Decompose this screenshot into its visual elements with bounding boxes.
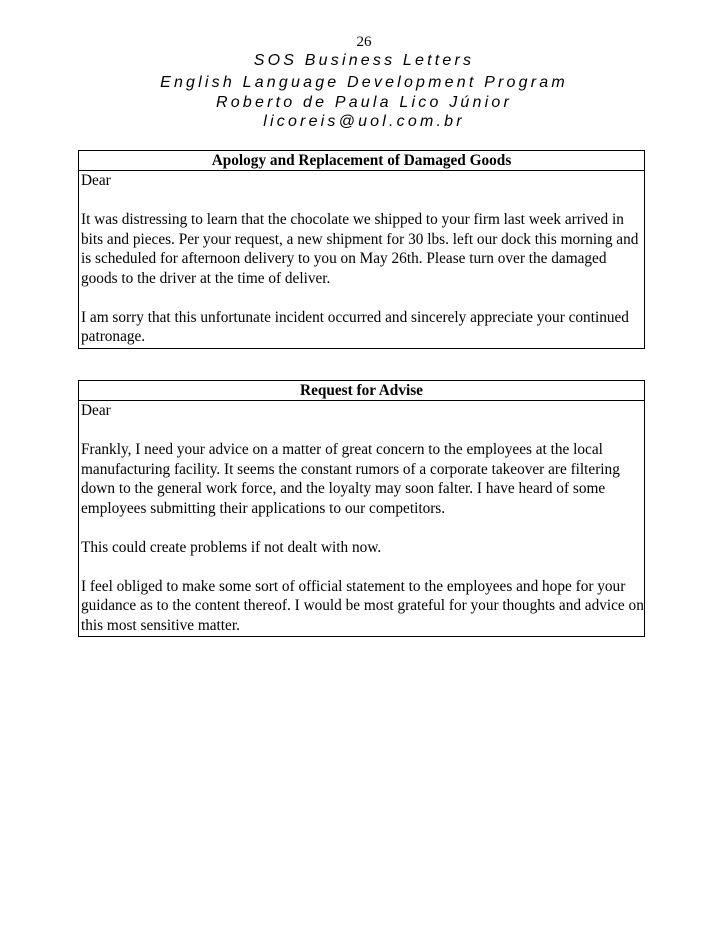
letter-salutation: Dear xyxy=(81,172,111,189)
letter-body xyxy=(79,401,644,636)
letter-paragraph: Frankly, I need your advice on a matter of great concern to the employees at the local manufacturing facility. It seems the constant rumors of a corporate takeover are filtering down to the general work force, and the loyalty may soon falter. I have heard of some employees submitting their applications to our competitors. xyxy=(81,441,620,517)
letter-paragraph: It was distressing to learn that the chocolate we shipped to your firm last week arrived in bits and pieces. Per your request, a new shipment for 30 lbs. left our dock this morning and is scheduled for afternoon delivery to you on May 26th. Please turn over the damaged goods to the driver at the time of deliver. xyxy=(81,211,639,287)
page-number: 26 xyxy=(356,34,372,50)
letter-title: Request for Advise xyxy=(79,381,644,401)
letter-request-advise xyxy=(78,380,645,637)
letter-salutation: Dear xyxy=(81,402,111,419)
header-program: English Language Development Program xyxy=(160,74,568,91)
letter-paragraph: I am sorry that this unfortunate incident occurred and sincerely appreciate your continued patronage. xyxy=(81,308,629,345)
header-title: SOS Business Letters xyxy=(253,52,475,69)
letter-apology xyxy=(78,150,645,349)
letter-paragraph: This could create problems if not dealt with now. xyxy=(81,538,382,556)
header-email: licoreis@uol.com.br xyxy=(263,113,465,130)
letter-body xyxy=(79,171,644,348)
letter-title: Apology and Replacement of Damaged Goods xyxy=(79,151,644,171)
header-author: Roberto de Paula Lico Júnior xyxy=(216,94,512,111)
letter-paragraph: I feel obliged to make some sort of official statement to the employees and hope for your guidance as to the content thereof. I would be most grateful for your thoughts and advice on this most sensitive matter. xyxy=(81,577,644,634)
